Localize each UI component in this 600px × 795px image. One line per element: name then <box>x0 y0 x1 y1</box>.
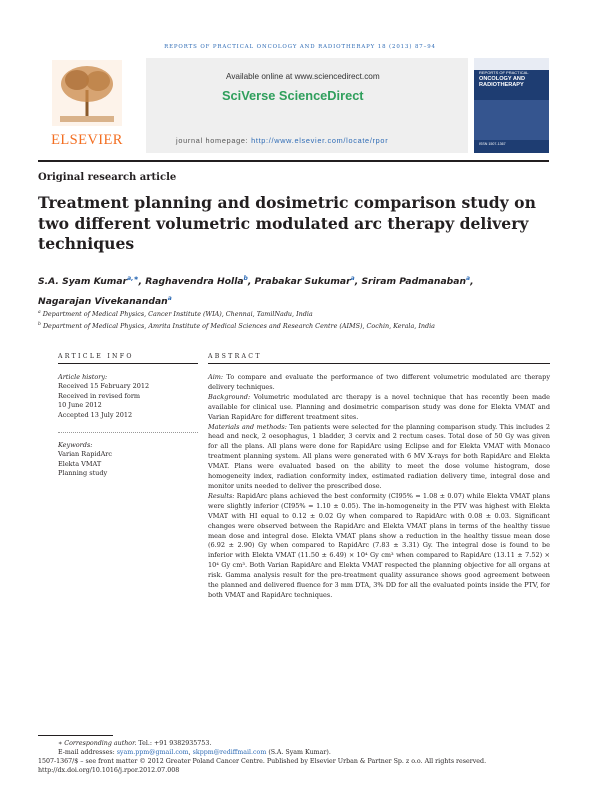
history-line: Received in revised form <box>58 391 141 400</box>
author-affiliation-marker[interactable]: a <box>167 294 172 302</box>
author-affiliation-marker[interactable]: a,∗ <box>127 275 139 282</box>
journal-homepage-label: journal homepage: <box>176 136 252 145</box>
abstract-background: Background: Volumetric modulated arc therapy is a novel technique that has recently been made available for clinical use. Planning and dosimetric comparison study was done for Elekta VMAT and Varian RapidArc for different treatment sites. <box>208 392 550 421</box>
abstract-results: Results: RapidArc plans achieved the best conformity (CI95% = 1.08 ± 0.07) while Elekta VMAT plans were slightly inferior (CI95% = 1.10 ± 0.05). The in-homogeneity in the PTV was highest with Elekta VMAT with HI equal to 0.12 ± 0.02 Gy when compared to RapidArc with 0.08 ± 0.03. Significant changes were observed between the RapidArc and Elekta VMAT plans in terms of the healthy tissue mean dose and integral dose. Elekta VMAT plans show a reduction in the healthy tissue mean dose (6.92 ± 2.90) Gy when compared to RapidArc (7.83 ± 3.31) Gy. The integral dose is found to be inferior with Elekta VMAT (11.50 ± 6.49) × 10⁴ Gy cm³ when compared to RapidArc (13.11 ± 7.52) × 10⁴ Gy cm³. Both Varian RapidArc and Elekta VMAT respected the planning objective for all organs at risk. Gamma analysis result for the pre-treatment quality assurance shows good agreement between the planned and delivered fluence for 3 mm DTA, 3% DD for all the evaluated points inside the PTV, for both VMAT and RapidArc techniques. <box>208 491 550 599</box>
elsevier-tree-icon <box>52 60 122 126</box>
author-list: S.A. Syam Kumar$^{a,∗}$, Raghavendra Holla$^b$, Prabakar Sukumar$^a$, Sriram Padmanaban$^a$, Nagarajan Vivekanandan$^a$ <box>38 275 474 307</box>
affiliation: $^b$ Department of Medical Physics, Amrita Institute of Medical Sciences and Research Centre (AIMS), Cochin, Kerala, India <box>38 322 435 331</box>
elsevier-wordmark: ELSEVIER <box>51 132 123 148</box>
author-name[interactable]: Raghavendra Holla <box>145 276 244 288</box>
available-online-text: Available online at www.sciencedirect.com <box>226 72 380 81</box>
history-line: Accepted 13 July 2012 <box>58 410 133 419</box>
article-info-heading: ARTICLE INFO <box>58 353 134 360</box>
header-divider <box>38 160 549 162</box>
journal-homepage <box>176 136 388 145</box>
cover-title: ONCOLOGY AND RADIOTHERAPY <box>479 76 525 88</box>
keyword: Elekta VMAT <box>58 459 102 468</box>
abstract-body <box>208 373 550 601</box>
email-link[interactable]: skppm@rediffmail.com <box>192 749 267 756</box>
journal-cover-thumbnail <box>474 58 549 153</box>
author-name[interactable]: Prabakar Sukumar <box>254 276 351 288</box>
author-name[interactable]: Sriram Padmanaban <box>361 276 466 288</box>
email-addresses: E-mail addresses: syam.ppm@gmail.com, skppm@rediffmail.com (S.A. Syam Kumar). <box>58 749 331 756</box>
cover-issn: ISSN 1507-1367 <box>479 142 506 146</box>
history-line: 10 June 2012 <box>58 401 102 410</box>
keywords-label: Keywords: <box>58 441 93 449</box>
journal-homepage-link[interactable]: http://www.elsevier.com/locate/rpor <box>251 136 389 145</box>
abstract-methods: Materials and methods: Ten patients were selected for the planning comparison study. This includes 2 head and neck, 2 oesophagus, 1 bladder, 3 cervix and 2 rectum cases. Total dose of 50 Gy was given for all the plans. All plans were done for RapidArc using Eclipse and for Elekta VMAT with Monaco treatment planning system. All plans were generated with 6 MV X-rays for both RapidArc and Elekta VMAT. Plans were evaluated based on the ability to meet the dose volume histogram, dose homogeneity index, radiation conformity index, estimated radiation delivery time, integral dose and monitor units needed to deliver the prescribed dose. <box>208 422 551 490</box>
article-type: Original research article <box>38 172 177 183</box>
abstract-aim: Aim: To compare and evaluate the performance of two different volumetric modulated arc therapy delivery techniques. <box>208 373 550 391</box>
abstract-heading: ABSTRACT <box>208 353 262 360</box>
history-line: Received 15 February 2012 <box>58 382 150 391</box>
author-name[interactable]: S.A. Syam Kumar <box>38 276 128 288</box>
article-history <box>58 373 198 420</box>
doi-link[interactable]: http://dx.doi.org/10.1016/j.rpor.2012.07.008 <box>38 767 180 774</box>
article-history-label: Article history: <box>58 373 108 381</box>
author-affiliation-marker[interactable]: b <box>243 275 248 282</box>
journal-running-header: REPORTS OF PRACTICAL ONCOLOGY AND RADIOTHERAPY 18 (2013) 87–94 <box>164 44 436 50</box>
author-affiliation-marker[interactable]: a <box>350 275 355 282</box>
copyright-line: 1507-1367/$ – see front matter © 2012 Greater Poland Cancer Centre. Published by Elsevier Urban & Partner Sp. z o.o. All rights reserved. <box>38 758 487 765</box>
info-separator <box>58 432 198 433</box>
keywords <box>58 441 198 479</box>
article-title: Treatment planning and dosimetric comparison study on two different volumetric modulated arc therapy delivery techniques <box>38 193 536 253</box>
author-affiliation-marker[interactable]: a <box>466 275 471 282</box>
affiliation: $^a$ Department of Medical Physics, Cancer Institute (WIA), Chennai, TamilNadu, India <box>38 310 313 319</box>
author-name[interactable]: Nagarajan Vivekanandan <box>38 295 168 307</box>
sciverse-sciencedirect-logo: SciVerse ScienceDirect <box>222 88 364 103</box>
keyword: Planning study <box>58 469 108 478</box>
email-link[interactable]: syam.ppm@gmail.com <box>116 749 189 756</box>
sciencedirect-banner <box>146 58 468 153</box>
corresponding-author-note: ∗ Corresponding author. Tel.: +91 9382935753. <box>58 740 212 747</box>
elsevier-logo <box>38 58 136 153</box>
keyword: Varian RapidArc <box>58 450 113 459</box>
abstract-rule <box>208 363 550 364</box>
cover-small-title: REPORTS OF PRACTICAL <box>479 70 529 75</box>
footnote-rule <box>38 735 113 736</box>
article-info-rule <box>58 363 198 364</box>
